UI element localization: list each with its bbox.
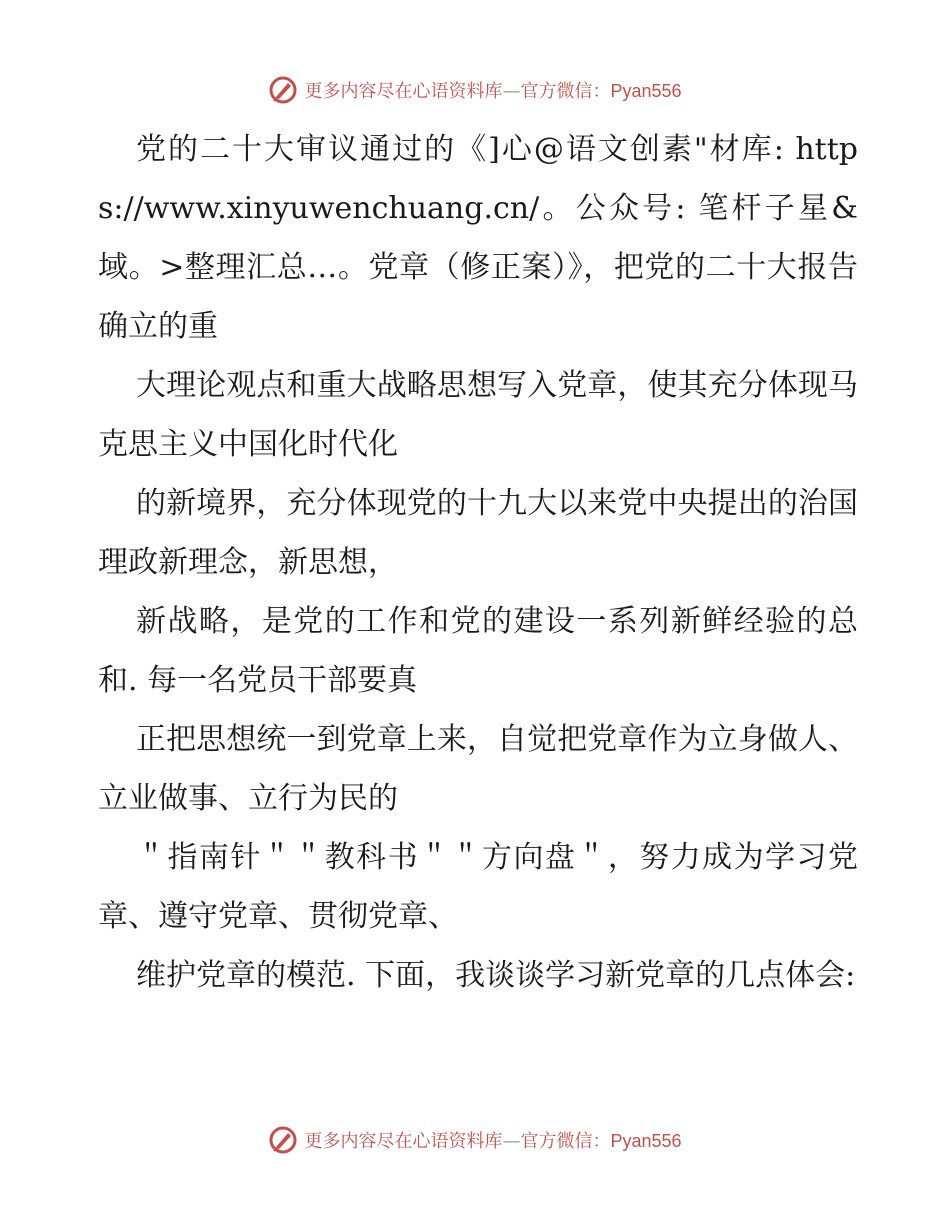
watermark-site: 更多内容尽在心语资料库 (304, 81, 503, 102)
watermark-separator: — (502, 1131, 521, 1152)
watermark-site: 更多内容尽在心语资料库 (304, 1131, 503, 1152)
paragraph-3: 的新境界，充分体现党的十九大以来党中央提出的治国理政新理念，新思想， (98, 486, 858, 580)
watermark-separator: — (502, 81, 521, 102)
watermark-text (304, 77, 681, 103)
paragraph-5: 正把思想统一到党章上来，自觉把党章作为立身做人、立业做事、立行为民的 (98, 722, 858, 816)
paragraph-1: 党的二十大审议通过的《]心@语文创素"材库: https://www.xinyuwenchuang.cn/。公众号: 笔杆子星&域。>整理汇总…。党章（修正案）》，把党的二十大报告确立的重 (98, 132, 858, 344)
paragraph-6: ＂指南针＂＂教科书＂＂方向盘＂，努力成为学习党章、遵守党章、贯彻党章、 (98, 840, 858, 934)
header-watermark (0, 70, 950, 110)
watermark-handle: Pyan556 (610, 81, 682, 101)
watermark-handle: Pyan556 (610, 1131, 682, 1151)
paragraph-2: 大理论观点和重大战略思想写入党章，使其充分体现马克思主义中国化时代化 (98, 368, 858, 462)
footer-watermark (0, 1120, 950, 1160)
watermark-wechat-label: 官方微信： (520, 81, 611, 102)
document-body (98, 120, 858, 1005)
paragraph-7: 维护党章的模范. 下面，我谈谈学习新党章的几点体会: (136, 958, 856, 993)
watermark-wechat-label: 官方微信： (520, 1131, 611, 1152)
quill-pen-circle-icon (268, 1125, 298, 1155)
quill-pen-circle-icon (268, 75, 298, 105)
watermark-text (304, 1127, 681, 1153)
paragraph-4: 新战略，是党的工作和党的建设一系列新鲜经验的总和. 每一名党员干部要真 (98, 604, 858, 698)
